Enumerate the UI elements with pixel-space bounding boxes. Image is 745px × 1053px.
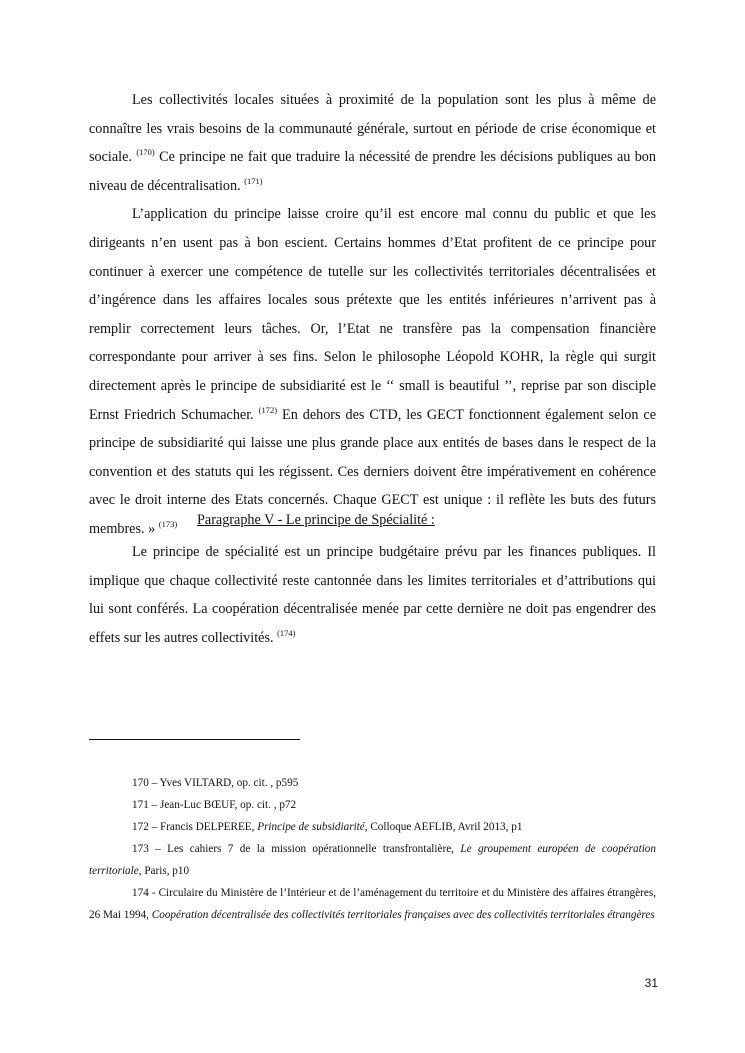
footnote-172-source: , Colloque AEFLIB, Avril 2013, p1 [364, 821, 523, 833]
page-number: 31 [644, 976, 658, 990]
section-heading: Paragraphe V - Le principe de Spécialité : [197, 512, 435, 528]
footnote-174-text: 174 - Circulaire du Ministère de l’Intérieur et de l’aménagement du territoire et du Ministère des affaires étrangères, 26 Mai 1994, [89, 887, 656, 921]
footnote-ref-173[interactable]: (173) [158, 518, 178, 529]
footnote-170: 170 – Yves VILTARD, op. cit. , p595 [132, 777, 299, 789]
footnote-174-title: Coopération décentralisée des collectivités territoriales françaises avec des collectivités territoriales étrangères [151, 909, 655, 921]
paragraph-3-text: Le principe de spécialité est un principe budgétaire prévu par les finances publiques. Il implique que chaque collectivité reste cantonnée dans les limites territoriales et d’attributions qui lui sont conférés. La coopération décentralisée menée par cette dernière ne doit pas engendrer des effets sur les autres collectivités. [89, 544, 656, 646]
body-text [89, 86, 656, 544]
footnote-ref-174[interactable]: (174) [277, 627, 296, 638]
footnotes [89, 772, 656, 926]
footnote-ref-170[interactable]: (170) [136, 147, 155, 158]
footnote-172-title: Principe de subsidiarité [257, 821, 365, 833]
footnote-172 [89, 816, 656, 838]
body-text-section [89, 538, 656, 652]
paragraph-1-text-a: Les collectivités locales situées à proximité de la population sont les plus à même de connaître les vrais besoins de la communauté générale, surtout en période de crise économique et sociale. [89, 92, 656, 166]
footnote-173 [89, 838, 656, 882]
footnote-separator [89, 739, 300, 740]
footnote-174 [89, 882, 656, 926]
paragraph-2 [89, 200, 656, 543]
footnote-172-text: 172 – Francis DELPEREE, [132, 821, 258, 833]
footnote-171: 171 – Jean-Luc BŒUF, op. cit. , p72 [132, 799, 297, 811]
footnote-173-source: , Paris, p10 [138, 865, 190, 877]
footnote-173-text: 173 – Les cahiers 7 de la mission opérationnelle transfrontalière, [132, 843, 461, 855]
footnote-173-title: Le groupement européen de coopération territoriale [89, 843, 656, 877]
footnote-ref-171[interactable]: (171) [244, 175, 263, 186]
paragraph-2-text-b: En dehors des CTD, les GECT fonctionnent également selon ce principe de subsidiarité qui laisse une plus grande place aux entités de bases dans le respect de la convention et des statuts qui les régissent. Ces derniers doivent être impérativement en cohérence avec le droit interne des Etats concernés. Chaque GECT est unique : il reflète les buts des futurs membres. » [89, 406, 656, 537]
footnote-ref-172[interactable]: (172) [258, 404, 278, 415]
paragraph-1-text-b: Ce principe ne fait que traduire la nécessité de prendre les décisions publiques au bon niveau de décentralisation. [89, 149, 656, 194]
paragraph-2-text-a: L’application du principe laisse croire qu’il est encore mal connu du public et que les dirigeants n’en usent pas à bon escient. Certains hommes d’Etat profitent de ce principe pour continuer à exercer une compétence de tutelle sur les collectivités territoriales décentralisées et d’ingérence dans les affaires locales sous prétexte que les entités inférieures n’arrivent pas à remplir correctement leurs tâches. Or, l’Etat ne transfère pas la compensation financière correspondante pour arriver à ses fins. Selon le philosophe Léopold KOHR, la règle qui surgit directement après le principe de subsidiarité est le ‘‘ small is beautiful ’’, reprise par son disciple Ernst Friedrich Schumacher. [89, 206, 656, 423]
paragraph-3 [89, 538, 656, 652]
paragraph-1 [89, 86, 656, 200]
